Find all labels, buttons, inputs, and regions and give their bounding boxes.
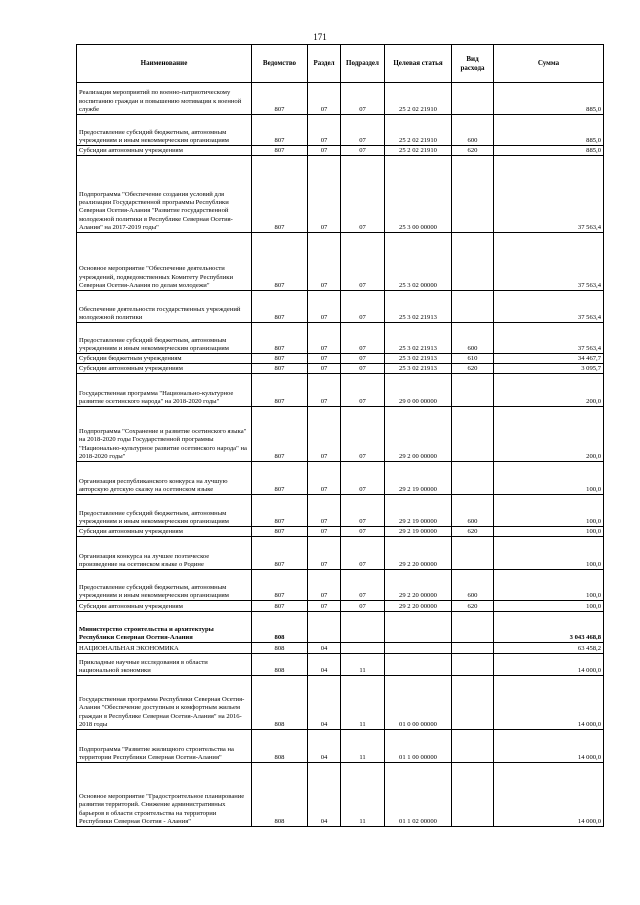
- cell-sum: 885,0: [494, 83, 604, 115]
- cell-subsection: 07: [341, 601, 385, 612]
- cell-name: Министерство строительства и архитектуры Республики Северная Осетия-Алания: [77, 612, 252, 643]
- cell-sum: 14 000,0: [494, 654, 604, 676]
- cell-dept: 807: [252, 374, 308, 407]
- cell-name: Обеспечение деятельности государственных учреждений молодежной политики: [77, 291, 252, 323]
- cell-dept: 807: [252, 364, 308, 374]
- cell-target: 25 2 02 21910: [385, 83, 452, 115]
- table-row: [77, 146, 604, 156]
- page-number: 171: [313, 32, 327, 42]
- cell-subsection: 07: [341, 570, 385, 601]
- table-row: [77, 364, 604, 374]
- cell-subsection: 07: [341, 495, 385, 527]
- cell-exp-type: 620: [452, 527, 494, 537]
- cell-name: Подпрограмма "Развитие жилищного строительства на территории Республики Северная Осетия-Алания": [77, 730, 252, 763]
- cell-section: 07: [308, 354, 341, 364]
- cell-exp-type: [452, 407, 494, 462]
- cell-target: 29 2 19 00000: [385, 495, 452, 527]
- cell-section: 04: [308, 654, 341, 676]
- cell-section: 07: [308, 83, 341, 115]
- cell-dept: 808: [252, 676, 308, 730]
- cell-dept: 807: [252, 156, 308, 233]
- cell-exp-type: 600: [452, 323, 494, 354]
- cell-section: 07: [308, 537, 341, 570]
- cell-subsection: 07: [341, 156, 385, 233]
- table-header-row: [77, 45, 604, 83]
- cell-sum: 100,0: [494, 462, 604, 495]
- cell-section: 04: [308, 676, 341, 730]
- cell-dept: 808: [252, 654, 308, 676]
- cell-section: 07: [308, 323, 341, 354]
- cell-exp-type: [452, 612, 494, 643]
- cell-dept: 807: [252, 115, 308, 146]
- cell-exp-type: [452, 83, 494, 115]
- cell-exp-type: [452, 291, 494, 323]
- cell-name: Субсидии автономным учреждениям: [77, 527, 252, 537]
- table-row: [77, 730, 604, 763]
- cell-sum: 100,0: [494, 601, 604, 612]
- header-exp-type: Вид расхода: [452, 45, 494, 83]
- cell-dept: 807: [252, 354, 308, 364]
- cell-sum: 100,0: [494, 527, 604, 537]
- cell-exp-type: 620: [452, 146, 494, 156]
- table-row: [77, 407, 604, 462]
- cell-sum: 885,0: [494, 115, 604, 146]
- cell-dept: 807: [252, 462, 308, 495]
- cell-target: 29 2 20 00000: [385, 570, 452, 601]
- cell-target: 29 0 00 00000: [385, 374, 452, 407]
- cell-sum: 37 563,4: [494, 233, 604, 291]
- cell-exp-type: 620: [452, 601, 494, 612]
- cell-subsection: 07: [341, 527, 385, 537]
- cell-sum: 37 563,4: [494, 156, 604, 233]
- cell-name: Основное мероприятие "Градостроительное планирование развития территорий. Снижение административных барьеров в области строительства на территории Республики Северная Осетия - Алания": [77, 763, 252, 827]
- cell-subsection: 07: [341, 407, 385, 462]
- header-target: Целевая статья: [385, 45, 452, 83]
- cell-target: 01 0 00 00000: [385, 676, 452, 730]
- cell-name: Подпрограмма "Сохранение и развитие осетинского языка" на 2018-2020 годы Государственной программы "Национально-культурное развитие осетинского народа" на 2018-2020 годы": [77, 407, 252, 462]
- cell-dept: 807: [252, 407, 308, 462]
- cell-sum: 100,0: [494, 537, 604, 570]
- header-sum: Сумма: [494, 45, 604, 83]
- cell-sum: 63 458,2: [494, 643, 604, 654]
- cell-target: 25 3 02 00000: [385, 233, 452, 291]
- cell-name: Субсидии автономным учреждениям: [77, 146, 252, 156]
- cell-dept: 808: [252, 763, 308, 827]
- table-row: [77, 115, 604, 146]
- cell-target: 25 3 02 21913: [385, 354, 452, 364]
- table-row: [77, 233, 604, 291]
- cell-target: 25 2 02 21910: [385, 115, 452, 146]
- cell-dept: 807: [252, 495, 308, 527]
- cell-exp-type: [452, 233, 494, 291]
- cell-section: 04: [308, 763, 341, 827]
- cell-name: Реализация мероприятий по военно-патриотическому воспитанию граждан и повышению мотивации к военной службе: [77, 83, 252, 115]
- cell-name: Предоставление субсидий бюджетным, автономным учреждениям и иным некоммерческим организациям: [77, 115, 252, 146]
- cell-section: 07: [308, 233, 341, 291]
- cell-subsection: 07: [341, 146, 385, 156]
- cell-exp-type: [452, 537, 494, 570]
- cell-sum: 14 000,0: [494, 676, 604, 730]
- cell-target: [385, 643, 452, 654]
- cell-exp-type: [452, 730, 494, 763]
- cell-section: 07: [308, 146, 341, 156]
- table-body: [77, 83, 604, 827]
- cell-target: 25 3 02 21913: [385, 291, 452, 323]
- table-row: [77, 462, 604, 495]
- cell-target: [385, 654, 452, 676]
- cell-exp-type: [452, 763, 494, 827]
- cell-sum: 14 000,0: [494, 730, 604, 763]
- cell-exp-type: 610: [452, 354, 494, 364]
- cell-subsection: 07: [341, 462, 385, 495]
- cell-sum: 37 563,4: [494, 323, 604, 354]
- header-dept: Ведомство: [252, 45, 308, 83]
- cell-name: Организация конкурса на лучшее поэтическое произведение на осетинском языке о Родине: [77, 537, 252, 570]
- cell-sum: 100,0: [494, 495, 604, 527]
- table-row: [77, 643, 604, 654]
- cell-name: Предоставление субсидий бюджетным, автономным учреждениям и иным некоммерческим организациям: [77, 495, 252, 527]
- cell-target: [385, 612, 452, 643]
- cell-exp-type: 600: [452, 115, 494, 146]
- cell-section: 04: [308, 643, 341, 654]
- cell-section: 07: [308, 156, 341, 233]
- cell-sum: 885,0: [494, 146, 604, 156]
- cell-exp-type: [452, 676, 494, 730]
- cell-target: 25 2 02 21910: [385, 146, 452, 156]
- cell-subsection: 07: [341, 537, 385, 570]
- cell-subsection: 07: [341, 233, 385, 291]
- cell-name: Подпрограмма "Обеспечение создания условий для реализации Государственной программы Республики Северная Осетия-Алания "Развитие государственной молодежной политики в Республике Северная Осетия-Алания" на 2017-2019 годы": [77, 156, 252, 233]
- cell-exp-type: [452, 462, 494, 495]
- cell-exp-type: [452, 156, 494, 233]
- cell-section: 07: [308, 115, 341, 146]
- cell-name: Предоставление субсидий бюджетным, автономным учреждениям и иным некоммерческим организациям: [77, 570, 252, 601]
- cell-section: [308, 612, 341, 643]
- cell-section: 07: [308, 364, 341, 374]
- cell-subsection: 07: [341, 83, 385, 115]
- cell-sum: 14 000,0: [494, 763, 604, 827]
- cell-section: 07: [308, 601, 341, 612]
- cell-subsection: [341, 643, 385, 654]
- cell-name: Государственная программа Республики Северная Осетия-Алания "Обеспечение доступным и комфортным жильем граждан в Республике Северная Осетия-Алания" на 2016-2018 годы: [77, 676, 252, 730]
- cell-exp-type: [452, 374, 494, 407]
- cell-subsection: [341, 612, 385, 643]
- cell-target: 29 2 00 00000: [385, 407, 452, 462]
- cell-section: 07: [308, 570, 341, 601]
- cell-target: 01 1 02 00000: [385, 763, 452, 827]
- cell-subsection: 11: [341, 654, 385, 676]
- cell-subsection: 11: [341, 730, 385, 763]
- cell-dept: 807: [252, 146, 308, 156]
- table-row: [77, 291, 604, 323]
- cell-dept: 807: [252, 233, 308, 291]
- cell-subsection: 11: [341, 763, 385, 827]
- cell-target: 29 2 20 00000: [385, 601, 452, 612]
- table-row: [77, 354, 604, 364]
- cell-name: Основное мероприятие "Обеспечение деятельности учреждений, подведомственных Комитету Республики Северная Осетия-Алания по делам молодежи": [77, 233, 252, 291]
- table-row: [77, 537, 604, 570]
- cell-subsection: 07: [341, 323, 385, 354]
- table-row: [77, 676, 604, 730]
- cell-target: 29 2 20 00000: [385, 537, 452, 570]
- cell-dept: 808: [252, 643, 308, 654]
- table-row: [77, 323, 604, 354]
- cell-sum: 37 563,4: [494, 291, 604, 323]
- cell-sum: 100,0: [494, 570, 604, 601]
- header-subsection: Подраздел: [341, 45, 385, 83]
- cell-subsection: 07: [341, 115, 385, 146]
- cell-section: 07: [308, 462, 341, 495]
- cell-subsection: 07: [341, 291, 385, 323]
- cell-name: Субсидии бюджетным учреждениям: [77, 354, 252, 364]
- cell-section: 07: [308, 527, 341, 537]
- cell-name: Организация республиканского конкурса на лучшую авторскую детскую сказку на осетинском языке: [77, 462, 252, 495]
- cell-target: 25 3 02 21913: [385, 364, 452, 374]
- cell-subsection: 07: [341, 354, 385, 364]
- header-name: Наименование: [77, 45, 252, 83]
- table-row: [77, 83, 604, 115]
- cell-dept: 807: [252, 570, 308, 601]
- cell-target: 25 3 02 21913: [385, 323, 452, 354]
- cell-dept: 807: [252, 601, 308, 612]
- cell-sum: 3 095,7: [494, 364, 604, 374]
- table-row: [77, 527, 604, 537]
- cell-exp-type: 620: [452, 364, 494, 374]
- cell-sum: 200,0: [494, 407, 604, 462]
- cell-name: Прикладные научные исследования в области национальной экономики: [77, 654, 252, 676]
- cell-dept: 807: [252, 323, 308, 354]
- table-row: [77, 601, 604, 612]
- cell-dept: 808: [252, 612, 308, 643]
- cell-target: 25 3 00 00000: [385, 156, 452, 233]
- cell-dept: 808: [252, 730, 308, 763]
- cell-name: Государственная программа "Национально-культурное развитие осетинского народа" на 2018-2020 годы": [77, 374, 252, 407]
- table-row: [77, 495, 604, 527]
- table-row: [77, 156, 604, 233]
- cell-exp-type: 600: [452, 495, 494, 527]
- cell-target: 01 1 00 00000: [385, 730, 452, 763]
- table-row: [77, 763, 604, 827]
- cell-dept: 807: [252, 291, 308, 323]
- cell-dept: 807: [252, 537, 308, 570]
- cell-dept: 807: [252, 527, 308, 537]
- cell-section: 07: [308, 495, 341, 527]
- cell-name: Предоставление субсидий бюджетным, автономным учреждениям и иным некоммерческим организациям: [77, 323, 252, 354]
- cell-section: 04: [308, 730, 341, 763]
- cell-section: 07: [308, 374, 341, 407]
- cell-exp-type: 600: [452, 570, 494, 601]
- cell-subsection: 07: [341, 364, 385, 374]
- cell-sum: 3 043 468,8: [494, 612, 604, 643]
- cell-exp-type: [452, 643, 494, 654]
- cell-name: НАЦИОНАЛЬНАЯ ЭКОНОМИКА: [77, 643, 252, 654]
- table-row: [77, 612, 604, 643]
- cell-section: 07: [308, 291, 341, 323]
- cell-sum: 200,0: [494, 374, 604, 407]
- budget-table: [76, 44, 604, 827]
- cell-exp-type: [452, 654, 494, 676]
- table-row: [77, 654, 604, 676]
- header-section: Раздел: [308, 45, 341, 83]
- cell-name: Субсидии автономным учреждениям: [77, 601, 252, 612]
- cell-subsection: 07: [341, 374, 385, 407]
- cell-target: 29 2 19 00000: [385, 527, 452, 537]
- cell-sum: 34 467,7: [494, 354, 604, 364]
- table-row: [77, 374, 604, 407]
- cell-target: 29 2 19 00000: [385, 462, 452, 495]
- cell-name: Субсидии автономным учреждениям: [77, 364, 252, 374]
- cell-subsection: 11: [341, 676, 385, 730]
- table-row: [77, 570, 604, 601]
- cell-dept: 807: [252, 83, 308, 115]
- cell-section: 07: [308, 407, 341, 462]
